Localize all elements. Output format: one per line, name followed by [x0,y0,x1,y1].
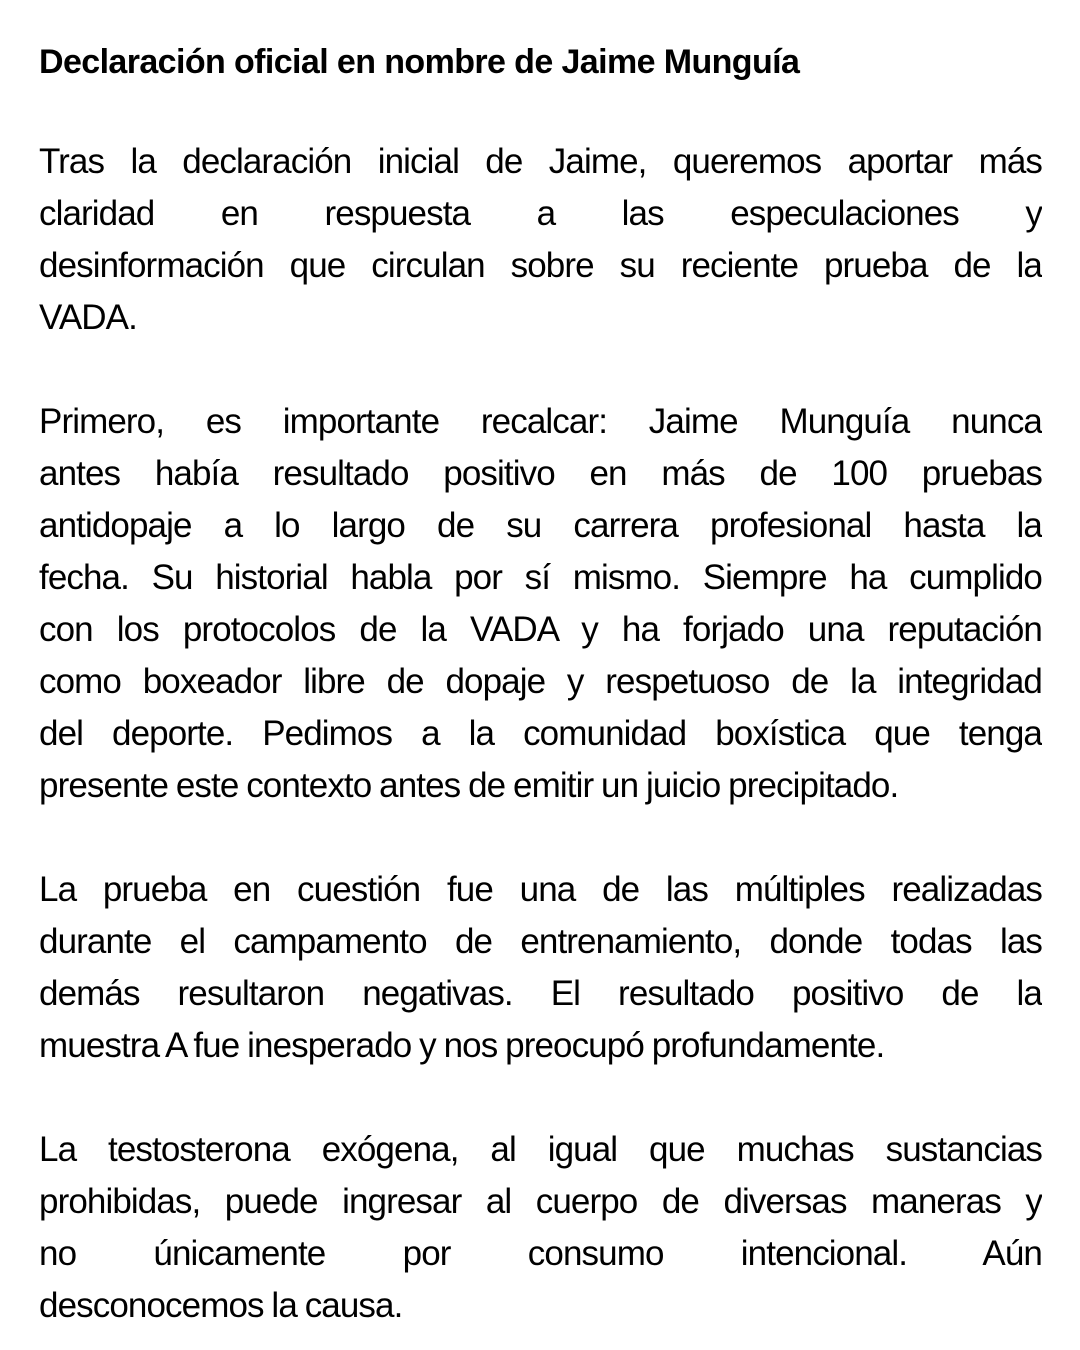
paragraph-line [39,448,1042,500]
paragraph-line [39,968,1042,1020]
paragraph-line [39,240,1042,292]
line-text: del deporte. Pedimos a la comunidad boxística que tenga [39,714,1042,753]
paragraph-2 [39,396,1042,812]
document-title: Declaración oficial en nombre de Jaime Munguía [39,43,800,81]
paragraph-line [39,1020,1042,1072]
line-text: demás resultaron negativas. El resultado positivo de la [39,974,1042,1013]
paragraph-line [39,1280,1042,1332]
line-text: desconocemos la causa. [39,1286,403,1325]
line-text: fecha. Su historial habla por sí mismo. Siempre ha cumplido [39,558,1042,597]
paragraph-line [39,1228,1042,1280]
paragraph-line [39,656,1042,708]
line-text: durante el campamento de entrenamiento, donde todas las [39,922,1042,961]
paragraph-line [39,188,1042,240]
line-text: claridad en respuesta a las especulaciones y [39,194,1042,233]
line-text: La prueba en cuestión fue una de las múltiples realizadas [39,870,1042,909]
line-text: presente este contexto antes de emitir un juicio precipitado. [39,766,899,805]
line-text: desinformación que circulan sobre su reciente prueba de la [39,246,1042,285]
paragraph-line [39,1124,1042,1176]
paragraph-line [39,916,1042,968]
line-text: VADA. [39,298,137,337]
line-text: prohibidas, puede ingresar al cuerpo de diversas maneras y [39,1182,1042,1221]
paragraph-4 [39,1124,1042,1332]
paragraph-line [39,604,1042,656]
paragraph-line [39,396,1042,448]
paragraph-line [39,760,1042,812]
paragraph-3 [39,864,1042,1072]
line-text: Tras la declaración inicial de Jaime, queremos aportar más [39,142,1042,181]
paragraph-line [39,552,1042,604]
paragraph-line [39,500,1042,552]
line-text: antidopaje a lo largo de su carrera profesional hasta la [39,506,1042,545]
line-text: La testosterona exógena, al igual que muchas sustancias [39,1130,1042,1169]
line-text: muestra A fue inesperado y nos preocupó profundamente. [39,1026,885,1065]
line-text: antes había resultado positivo en más de 100 pruebas [39,454,1042,493]
line-text: como boxeador libre de dopaje y respetuoso de la integridad [39,662,1042,701]
paragraph-line [39,708,1042,760]
paragraph-1 [39,136,1042,344]
line-text: con los protocolos de la VADA y ha forjado una reputación [39,610,1042,649]
line-text: no únicamente por consumo intencional. Aún [39,1234,1042,1273]
paragraph-line [39,864,1042,916]
line-text: Primero, es importante recalcar: Jaime Munguía nunca [39,402,1042,441]
paragraph-line [39,292,1042,344]
paragraph-line [39,136,1042,188]
paragraph-line [39,1176,1042,1228]
